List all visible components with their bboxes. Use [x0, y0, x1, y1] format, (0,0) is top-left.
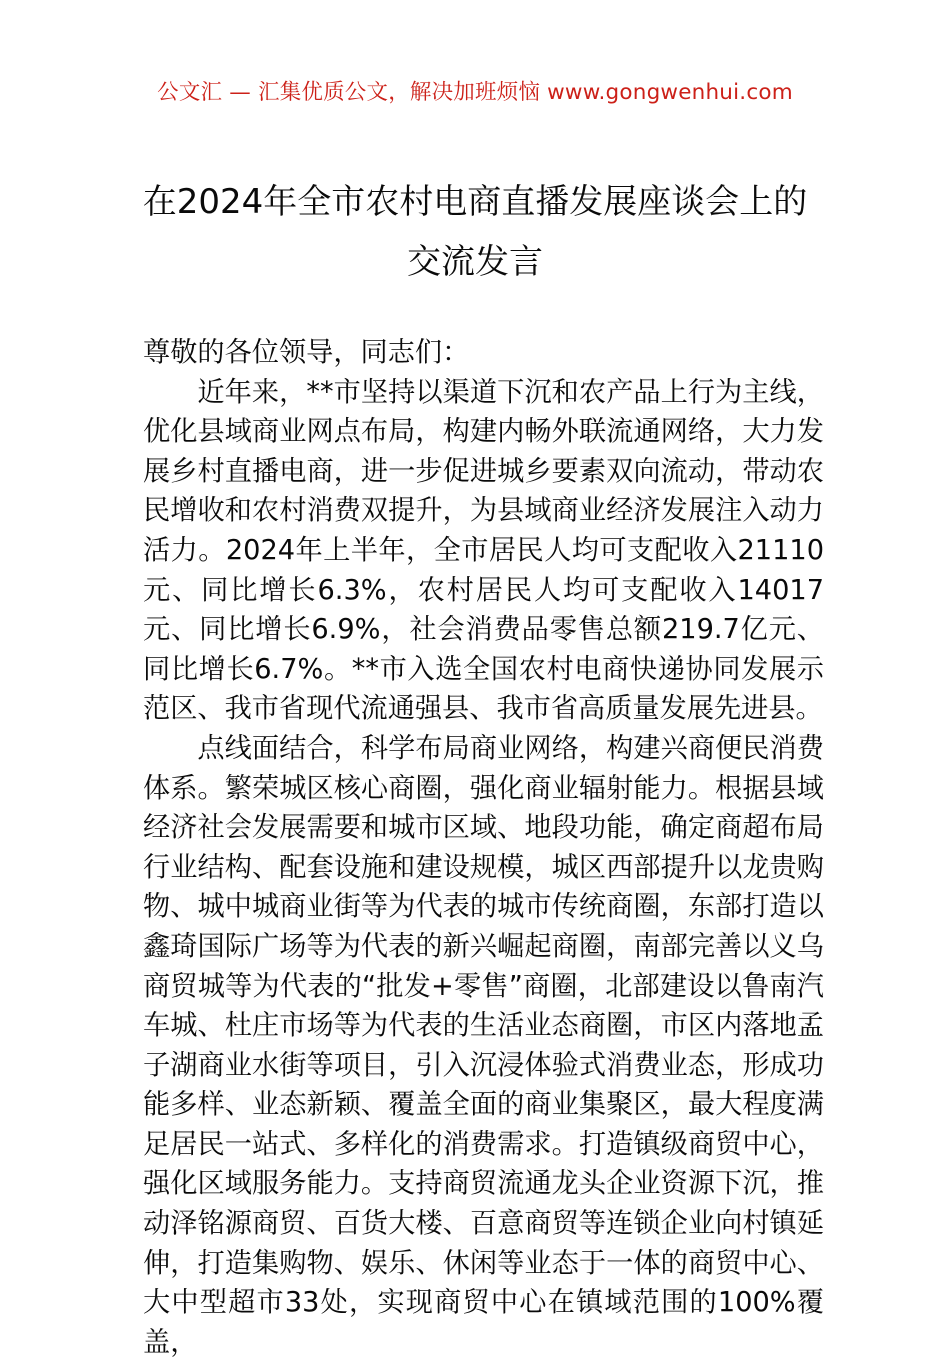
paragraph-overview: 近年来，**市坚持以渠道下沉和农产品上行为主线，优化县域商业网点布局，构建内畅外联流通网络，大力发展乡村直播电商，进一步促进城乡要素双向流动，带动农民增收和农村消费双提升，为县域商业经济发展注入动力活力。2024年上半年，全市居民人均可支配收入21110元、同比增长6.3%，农村居民人均可支配收入14017元、同比增长6.9%，社会消费品零售总额219.7亿元、同比增长6.7%。**市入选全国农村电商快递协同发展示范区、我市省现代流通强县、我市省高质量发展先进县。 [143, 376, 824, 725]
document-body [143, 333, 824, 1362]
site-watermark-chinese: 公文汇 — 汇集优质公文，解决加班烦恼 [157, 80, 548, 105]
site-watermark-header [0, 78, 950, 108]
page-title: 在2024年全市农村电商直播发展座谈会上的交流发言 [142, 182, 808, 282]
site-watermark-url: www.gongwenhui.com [547, 80, 793, 105]
paragraph-salutation: 尊敬的各位领导，同志们： [143, 337, 470, 368]
paragraph-commercial-network: 点线面结合，科学布局商业网络，构建兴商便民消费体系。繁荣城区核心商圈，强化商业辐射能力。根据县域经济社会发展需要和城市区域、地段功能，确定商超布局行业结构、配套设施和建设规模，城区西部提升以龙贵购物、城中城商业街等为代表的城市传统商圈，东部打造以鑫琦国际广场等为代表的新兴崛起商圈，南部完善以义乌商贸城等为代表的“批发+零售”商圈，北部建设以鲁南汽车城、杜庄市场等为代表的生活业态商圈，市区内落地孟子湖商业水街等项目，引入沉浸体验式消费业态，形成功能多样、业态新颖、覆盖全面的商业集聚区，最大程度满足居民一站式、多样化的消费需求。打造镇级商贸中心，强化区域服务能力。支持商贸流通龙头企业资源下沉，推动泽铭源商贸、百货大楼、百意商贸等连锁企业向村镇延伸，打造集购物、娱乐、休闲等业态于一体的商贸中心、大中型超市33处，实现商贸中心在镇域范围的100%覆盖， [143, 732, 824, 1358]
